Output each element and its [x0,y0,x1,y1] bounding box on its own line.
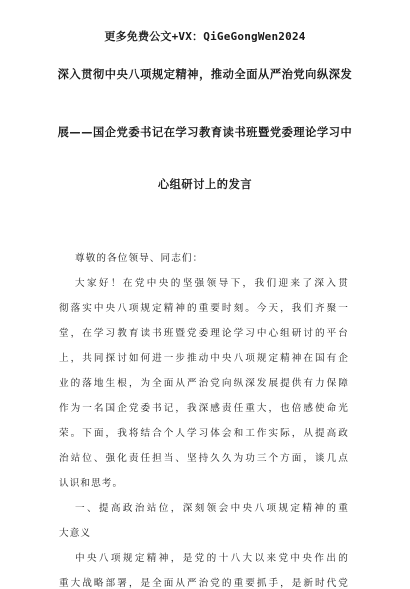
paragraph-line: 业的落地生根，为全面从严治党向纵深发展提供有力保障 [59,378,349,389]
paragraph-line: 认识和思考。 [59,478,124,489]
document-title-line-1: 深入贯彻中央八项规定精神，推动全面从严治党向纵深发 [57,68,353,81]
section-heading-line: 一、提高政治站位，深刻领会中央八项规定精神的重 [75,503,349,514]
paragraph-line: 治站位、强化责任担当、坚持久久为功三个方面，谈几点 [59,453,349,464]
paragraph-line: 荣。下面，我将结合个人学习体会和工作实际，从提高政 [59,428,349,439]
paragraph-line: 作为一名国企党委书记，我深感责任重大，也倍感使命光 [59,403,349,414]
paragraph-line: 大家好！在党中央的坚强领导下，我们迎来了深入贯 [75,278,349,289]
paragraph-line: 重大战略部署，是全面从严治党的重要抓手，是新时代党 [59,578,349,589]
document-title-line-3: 心组研讨上的发言 [157,178,253,191]
paragraph-line: 彻落实中央八项规定精神的重要时刻。今天，我们齐聚一 [59,303,349,314]
paragraph-line: 中央八项规定精神，是党的十八大以来党中央作出的 [75,553,349,564]
watermark-header: 更多免费公文+VX：QiGeGongWen2024 [104,30,306,43]
section-heading-line: 大意义 [59,528,92,539]
salutation: 尊敬的各位领导、同志们： [75,253,204,264]
document-title-line-2: 展——国企党委书记在学习教育读书班暨党委理论学习中 [57,126,353,139]
paragraph-line: 堂，在学习教育读书班暨党委理论学习中心组研讨的平台 [59,328,349,339]
paragraph-line: 上，共同探讨如何进一步推动中央八项规定精神在国有企 [59,353,349,364]
